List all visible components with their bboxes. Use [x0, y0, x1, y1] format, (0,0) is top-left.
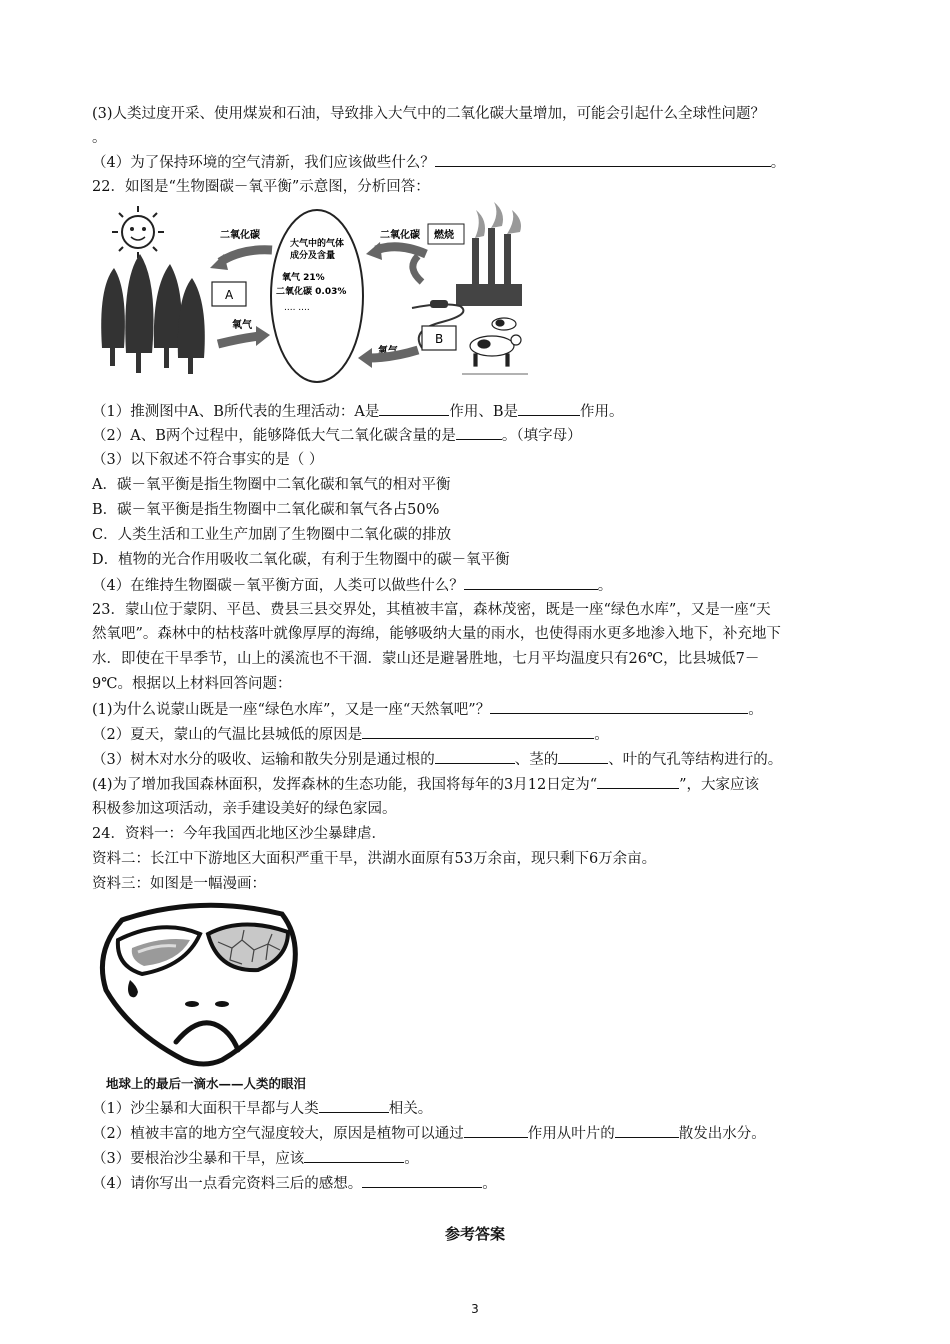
- answer-blank[interactable]: [464, 1123, 528, 1138]
- oxygen-row: 氧气 21%: [282, 273, 325, 283]
- burn-label: 燃烧: [434, 230, 454, 241]
- answer-blank[interactable]: [558, 749, 608, 764]
- q22-option-c[interactable]: C．人类生活和工业生产加剧了生物圈中二氧化碳的排放: [92, 527, 452, 543]
- q24-material-1: 24．资料一：今年我国西北地区沙尘暴肆虐．: [92, 826, 386, 842]
- answer-blank[interactable]: [362, 1173, 482, 1188]
- answer-heading: 参考答案: [444, 1225, 505, 1243]
- q24-part3: （3）要根治沙尘暴和干旱，应该 。: [92, 1148, 419, 1169]
- sun-icon: [112, 206, 164, 258]
- q22-option-d[interactable]: D．植物的光合作用吸收二氧化碳，有利于生物圈中的碳－氧平衡: [92, 552, 510, 568]
- answer-blank[interactable]: [597, 774, 679, 789]
- car-icon: [430, 300, 448, 308]
- q23-part4: (4)为了增加我国森林面积，发挥森林的生态功能，我国将每年的3月12日定为“ ”，大家应该: [92, 774, 759, 795]
- right-oxygen-label: 氧气: [378, 346, 398, 357]
- tree-icon: [101, 254, 205, 374]
- q24-material-2: 资料二：长江中下游地区大面积严重干旱，洪湖水面原有53万余亩，现只剩下6万余亩。: [92, 851, 657, 867]
- q23-text-3: 水．即使在干旱季节，山上的溪流也不干涸．蒙山还是避暑胜地，七月平均温度只有26℃，比县城低7－: [92, 651, 760, 667]
- q23-text-4: 9℃。根据以上材料回答问题：: [92, 676, 292, 692]
- answer-blank[interactable]: [456, 425, 502, 440]
- answer-blank[interactable]: [490, 699, 748, 714]
- right-co2-label: 二氧化碳: [380, 230, 420, 241]
- q21-part3-end: 。: [92, 130, 107, 146]
- q22-intro: 22．如图是“生物圈碳－氧平衡”示意图，分析回答：: [92, 179, 430, 195]
- factory-icon: [456, 202, 522, 306]
- answer-blank[interactable]: [435, 152, 771, 167]
- q22-option-a[interactable]: A．碳－氧平衡是指生物圈中二氧化碳和氧气的相对平衡: [92, 477, 451, 493]
- left-oxygen-label: 氧气: [232, 320, 252, 331]
- answer-blank[interactable]: [464, 575, 598, 590]
- cow-icon: [470, 318, 521, 366]
- box-b-label: B: [435, 332, 444, 346]
- q22-part2: （2）A、B两个过程中，能够降低大气二氧化碳含量的是 。（填字母）: [92, 425, 582, 446]
- oval-dots: .... ....: [284, 303, 310, 313]
- q24-part1: （1）沙尘暴和大面积干旱都与人类 相关。: [92, 1098, 432, 1119]
- q23-part4-cont: 积极参加这项活动，亲手建设美好的绿色家园。: [92, 801, 397, 817]
- nostril-icon: [215, 1001, 229, 1007]
- earth-tear-cartoon: [92, 900, 306, 1070]
- q23-part2: （2）夏天，蒙山的气温比县城低的原因是 。: [92, 724, 609, 745]
- oval-title-1: 大气中的气体: [290, 239, 345, 249]
- carbon-oxygen-diagram: [92, 198, 532, 384]
- page-number: 3: [471, 1302, 479, 1316]
- q22-part3: （3）以下叙述不符合事实的是（ ）: [92, 452, 324, 468]
- q24-material-3: 资料三：如图是一幅漫画：: [92, 876, 266, 892]
- answer-blank[interactable]: [435, 749, 515, 764]
- cartoon-caption: 地球上的最后一滴水——人类的眼泪: [106, 1076, 307, 1091]
- answer-blank[interactable]: [304, 1148, 404, 1163]
- q22-option-b[interactable]: B．碳－氧平衡是指生物圈中二氧化碳和氧气各占50%: [92, 502, 440, 518]
- nostril-icon: [185, 1001, 199, 1007]
- box-a-label: A: [225, 288, 234, 302]
- answer-blank[interactable]: [379, 401, 449, 416]
- q21-part3: (3)人类过度开采、使用煤炭和石油，导致排入大气中的二氧化碳大量增加，可能会引起什么全球性问题？: [92, 106, 766, 122]
- q23-text-1: 23．蒙山位于蒙阴、平邑、费县三县交界处，其植被丰富，森林茂密，既是一座“绿色水库”，又是一座“天: [92, 602, 771, 618]
- q24-part2: （2）植被丰富的地方空气湿度较大，原因是植物可以通过 作用从叶片的 散发出水分。: [92, 1123, 766, 1144]
- answer-blank[interactable]: [518, 401, 580, 416]
- answer-blank[interactable]: [615, 1123, 679, 1138]
- q23-part1: (1)为什么说蒙山既是一座“绿色水库”，又是一座“天然氧吧”？ 。: [92, 699, 763, 720]
- answer-blank[interactable]: [319, 1098, 389, 1113]
- q21-part4: （4）为了保持环境的空气清新，我们应该做些什么？ 。: [92, 152, 785, 173]
- left-co2-label: 二氧化碳: [220, 230, 260, 241]
- q22-part4: （4）在维持生物圈碳－氧平衡方面，人类可以做些什么？ 。: [92, 575, 612, 596]
- q23-text-2: 然氧吧”。森林中的枯枝落叶就像厚厚的海绵，能够吸纳大量的雨水，也使得雨水更多地渗入地下，补充地下: [92, 626, 781, 642]
- q22-part1: （1）推测图中A、B所代表的生理活动：A是 作用、B是 作用。: [92, 401, 623, 422]
- oval-title-2: 成分及含量: [290, 251, 336, 261]
- q24-part4: （4）请你写出一点看完资料三后的感想。 。: [92, 1173, 497, 1194]
- co2-row: 二氧化碳 0.03%: [276, 287, 347, 297]
- answer-blank[interactable]: [362, 724, 594, 739]
- q23-part3: （3）树木对水分的吸收、运输和散失分别是通过根的 、茎的 、叶的气孔等结构进行的。: [92, 749, 782, 770]
